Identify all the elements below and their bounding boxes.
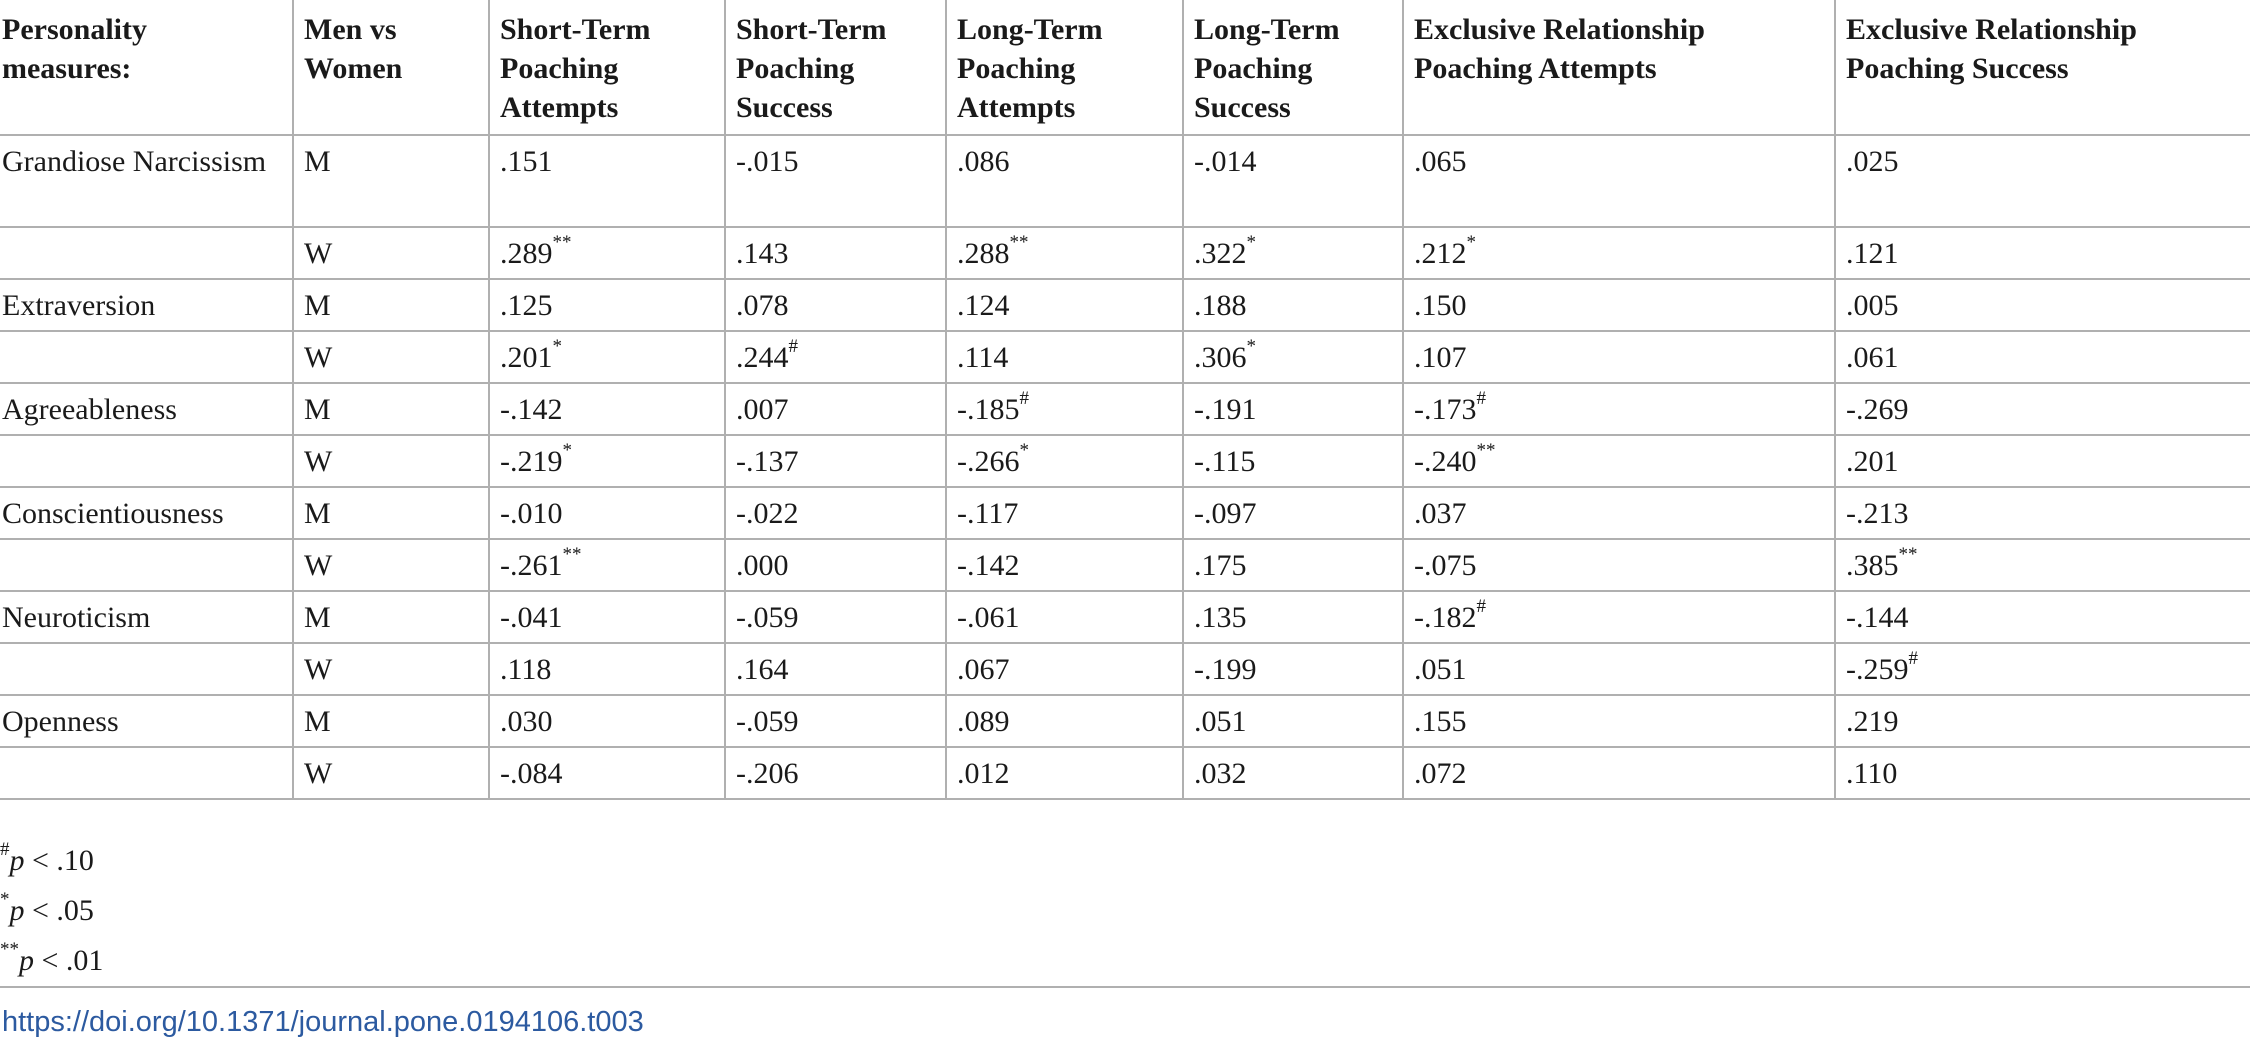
header-long-term-success: Long-Term Poaching Success [1183,0,1403,135]
footnote-p01 [0,936,2250,986]
significance-mark: * [1246,336,1256,357]
cell-sex: M [293,487,489,539]
significance-mark: ** [1009,232,1029,253]
cell-personality-measure [0,227,293,279]
footnote-text: < .05 [24,894,94,927]
cell-correlation [946,643,1183,695]
cell-personality-measure: Neuroticism [0,591,293,643]
cell-correlation [725,747,946,799]
cell-correlation [725,643,946,695]
cell-correlation [489,487,725,539]
cell-sex: W [293,643,489,695]
correlation-value: .032 [1194,757,1247,790]
correlation-value: .086 [957,145,1010,178]
cell-correlation [725,435,946,487]
correlation-value: -.015 [736,145,799,178]
cell-correlation [1835,539,2250,591]
cell-correlation [1835,487,2250,539]
footnote-p10 [0,836,2250,886]
cell-correlation [946,135,1183,227]
correlation-value: -.010 [500,497,563,530]
cell-correlation [1183,539,1403,591]
correlation-value: .005 [1846,289,1899,322]
cell-correlation [1835,435,2250,487]
correlation-value: -.144 [1846,601,1909,634]
cell-correlation [946,227,1183,279]
cell-correlation [489,591,725,643]
cell-correlation [1183,643,1403,695]
cell-correlation [1835,135,2250,227]
significance-mark: # [1019,388,1029,409]
correlation-value: -.117 [957,497,1019,530]
correlation-value: -.199 [1194,653,1257,686]
correlation-value: -.185 [957,393,1020,426]
footnote-text: < .10 [24,844,94,877]
correlation-value: .124 [957,289,1010,322]
cell-correlation [1403,331,1835,383]
cell-correlation [725,591,946,643]
correlation-value: .107 [1414,341,1467,374]
significance-mark: # [1908,648,1918,669]
cell-correlation [725,539,946,591]
cell-correlation [1183,383,1403,435]
correlation-value: -.097 [1194,497,1257,530]
correlation-value: .051 [1194,705,1247,738]
correlation-value: .135 [1194,601,1247,634]
footnote-p-symbol: p [9,894,25,927]
cell-correlation [1403,695,1835,747]
header-men-vs-women: Men vs Women [293,0,489,135]
cell-correlation [1183,487,1403,539]
footnote-mark: * [0,889,10,910]
correlation-value: -.059 [736,705,799,738]
bottom-divider [0,986,2250,988]
correlation-value: .065 [1414,145,1467,178]
cell-correlation [1403,591,1835,643]
cell-personality-measure [0,643,293,695]
cell-correlation [946,383,1183,435]
significance-mark: ** [562,544,582,565]
cell-sex: M [293,695,489,747]
correlation-value: .150 [1414,289,1467,322]
cell-personality-measure [0,747,293,799]
significance-mark: * [1246,232,1256,253]
cell-correlation [725,383,946,435]
correlation-value: .244 [736,341,789,374]
cell-sex: M [293,279,489,331]
correlation-value: .212 [1414,237,1467,270]
cell-personality-measure [0,435,293,487]
table-row [0,747,2250,799]
correlation-value: -.061 [957,601,1020,634]
correlation-value: -.259 [1846,653,1909,686]
footnotes [0,836,2250,986]
correlation-value: -.213 [1846,497,1909,530]
cell-correlation [489,331,725,383]
correlation-value: .288 [957,237,1010,270]
correlation-value: .289 [500,237,553,270]
cell-sex: M [293,383,489,435]
cell-sex: M [293,591,489,643]
cell-sex: M [293,135,489,227]
correlation-value: -.206 [736,757,799,790]
table-row [0,227,2250,279]
cell-correlation [1403,383,1835,435]
cell-correlation [489,539,725,591]
cell-correlation [489,747,725,799]
footnote-p05 [0,886,2250,936]
correlation-value: .306 [1194,341,1247,374]
cell-correlation [725,487,946,539]
correlation-value: -.115 [1194,445,1256,478]
footnote-mark: ** [0,939,19,960]
correlation-value: .110 [1846,757,1898,790]
correlation-value: .037 [1414,497,1467,530]
significance-mark: ** [552,232,572,253]
cell-correlation [946,279,1183,331]
doi-link[interactable]: https://doi.org/10.1371/journal.pone.0194106.t003 [2,1006,644,1038]
footnote-text: < .01 [34,944,104,977]
table-row [0,383,2250,435]
header-personality-measures: Personality measures: [0,0,293,135]
cell-correlation [1183,331,1403,383]
correlation-value: .051 [1414,653,1467,686]
cell-correlation [725,135,946,227]
table-row [0,539,2250,591]
cell-correlation [489,643,725,695]
cell-correlation [1403,135,1835,227]
header-short-term-attempts: Short-Term Poaching Attempts [489,0,725,135]
correlation-value: -.173 [1414,393,1477,426]
table-row [0,643,2250,695]
cell-correlation [946,487,1183,539]
table-row [0,591,2250,643]
significance-mark: * [1466,232,1476,253]
cell-correlation [946,591,1183,643]
cell-correlation [489,279,725,331]
correlation-value: .000 [736,549,789,582]
correlation-value: -.261 [500,549,563,582]
correlation-value: -.075 [1414,549,1477,582]
cell-correlation [1403,747,1835,799]
cell-correlation [1183,227,1403,279]
cell-correlation [489,135,725,227]
significance-mark: # [788,336,798,357]
cell-personality-measure [0,331,293,383]
cell-correlation [725,279,946,331]
correlation-value: .164 [736,653,789,686]
correlation-value: -.014 [1194,145,1257,178]
cell-correlation [1835,591,2250,643]
cell-correlation [489,227,725,279]
cell-correlation [1835,383,2250,435]
footnote-p-symbol: p [19,944,34,977]
cell-correlation [1403,227,1835,279]
table-row [0,135,2250,227]
cell-personality-measure: Conscientiousness [0,487,293,539]
table-row [0,435,2250,487]
significance-mark: * [562,440,572,461]
correlation-value: -.059 [736,601,799,634]
cell-personality-measure [0,539,293,591]
cell-personality-measure: Agreeableness [0,383,293,435]
cell-correlation [1403,643,1835,695]
correlation-value: .175 [1194,549,1247,582]
cell-correlation [1183,591,1403,643]
cell-correlation [1183,135,1403,227]
correlation-value: -.041 [500,601,563,634]
correlation-value: .067 [957,653,1010,686]
header-short-term-success: Short-Term Poaching Success [725,0,946,135]
correlation-value: .143 [736,237,789,270]
correlation-value: .030 [500,705,553,738]
table-row [0,487,2250,539]
cell-correlation [1183,279,1403,331]
cell-correlation [489,695,725,747]
correlation-value: .072 [1414,757,1467,790]
cell-correlation [946,695,1183,747]
cell-sex: W [293,435,489,487]
significance-mark: # [1476,596,1486,617]
cell-correlation [1403,487,1835,539]
correlation-value: .118 [500,653,552,686]
header-exclusive-success: Exclusive Relationship Poaching Success [1835,0,2250,135]
correlation-value: .322 [1194,237,1247,270]
header-long-term-attempts: Long-Term Poaching Attempts [946,0,1183,135]
cell-correlation [1403,435,1835,487]
cell-correlation [725,331,946,383]
cell-personality-measure: Grandiose Narcissism [0,135,293,227]
cell-correlation [1835,643,2250,695]
cell-correlation [1183,435,1403,487]
significance-mark: # [1476,388,1486,409]
correlation-value: -.137 [736,445,799,478]
correlation-value: -.182 [1414,601,1477,634]
cell-correlation [1183,747,1403,799]
cell-correlation [1835,331,2250,383]
correlation-value: -.142 [957,549,1020,582]
cell-correlation [1835,279,2250,331]
cell-correlation [1183,695,1403,747]
significance-mark: ** [1898,544,1918,565]
correlation-value: .089 [957,705,1010,738]
cell-correlation [725,695,946,747]
table-row [0,695,2250,747]
cell-correlation [489,435,725,487]
cell-correlation [946,435,1183,487]
correlation-value: -.269 [1846,393,1909,426]
correlation-value: .061 [1846,341,1899,374]
cell-sex: W [293,747,489,799]
correlation-value: .025 [1846,145,1899,178]
footnote-mark: # [0,839,10,860]
significance-mark: ** [1476,440,1496,461]
footnote-p-symbol: p [9,844,25,877]
cell-personality-measure: Openness [0,695,293,747]
cell-correlation [946,747,1183,799]
correlation-value: -.084 [500,757,563,790]
table-row [0,331,2250,383]
cell-correlation [1835,747,2250,799]
cell-correlation [1835,227,2250,279]
correlation-value: .125 [500,289,553,322]
correlation-value: -.219 [500,445,563,478]
significance-mark: * [552,336,562,357]
correlation-value: -.142 [500,393,563,426]
correlation-value: .151 [500,145,553,178]
significance-mark: * [1019,440,1029,461]
correlation-value: .155 [1414,705,1467,738]
table-body [0,135,2250,799]
cell-correlation [946,331,1183,383]
cell-sex: W [293,227,489,279]
cell-personality-measure: Extraversion [0,279,293,331]
correlation-value: .219 [1846,705,1899,738]
correlation-value: .012 [957,757,1010,790]
cell-correlation [1403,539,1835,591]
header-row [0,0,2250,135]
correlation-value: .078 [736,289,789,322]
cell-correlation [946,539,1183,591]
cell-sex: W [293,539,489,591]
correlation-value: .201 [1846,445,1899,478]
correlation-value: .121 [1846,237,1899,270]
cell-correlation [489,383,725,435]
correlation-value: .114 [957,341,1009,374]
correlation-value: .007 [736,393,789,426]
correlation-value: -.240 [1414,445,1477,478]
cell-correlation [725,227,946,279]
cell-correlation [1403,279,1835,331]
correlation-value: .188 [1194,289,1247,322]
header-exclusive-attempts: Exclusive Relationship Poaching Attempts [1403,0,1835,135]
correlation-value: -.191 [1194,393,1257,426]
correlation-value: -.022 [736,497,799,530]
cell-correlation [1835,695,2250,747]
correlation-value: -.266 [957,445,1020,478]
correlation-value: .201 [500,341,553,374]
table-row [0,279,2250,331]
cell-sex: W [293,331,489,383]
correlation-value: .385 [1846,549,1899,582]
